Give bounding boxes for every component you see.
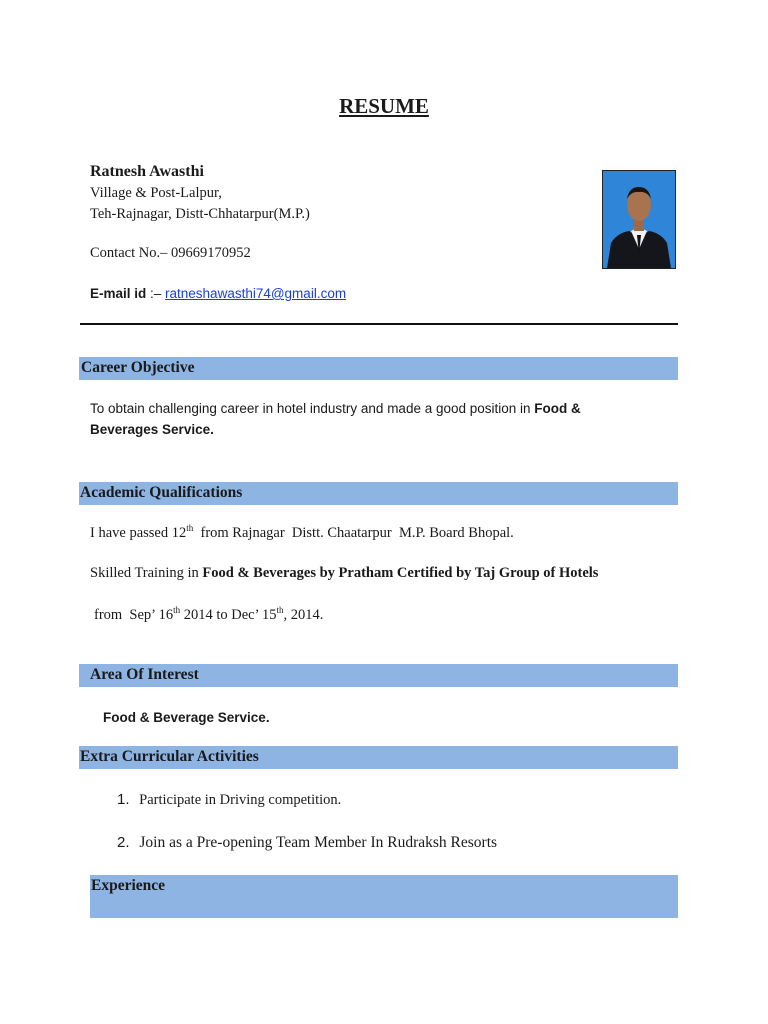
experience-header [90,875,678,918]
academic-l3-sup1: th [173,605,181,615]
objective-bold-1: Food & [534,401,581,416]
list-item [117,791,341,809]
resume-title: RESUME [339,94,429,118]
academic-l3-sup2: th [276,605,284,615]
academic-l1-b: from Rajnagar Distt. Chaatarpur M.P. Board Bhopal. [193,524,514,541]
candidate-name: Ratnesh Awasthi [90,163,204,180]
profile-photo [602,170,676,269]
list-number: 1. [117,791,130,808]
academic-l3-b: 2014 to Dec’ 15 [180,606,277,623]
address-line-2: Teh-Rajnagar, Distt-Chhatarpur(M.P.) [90,206,310,222]
academic-line-2 [90,565,598,582]
list-text: Participate in Driving competition. [139,792,342,808]
academic-l1-sup: th [186,523,194,533]
address-line-1: Village & Post-Lalpur, [90,185,222,201]
extra-curricular-heading: Extra Curricular Activities [80,748,259,765]
career-objective-header [79,357,678,380]
interest-header [79,664,678,687]
list-number: 2. [117,834,130,851]
extra-curricular-header [79,746,678,769]
academic-header [79,482,678,505]
career-objective-line-2: Beverages Service. [90,422,214,437]
contact-number: Contact No.– 09669170952 [90,245,251,261]
objective-text: To obtain challenging career in hotel industry and made a good position in [90,401,535,416]
header-divider [80,323,678,325]
interest-item: Food & Beverage Service. [103,710,270,725]
academic-l3-a: from Sep’ 16 [94,606,174,623]
academic-line-3 [94,605,323,624]
list-item [117,834,497,852]
academic-l2-a: Skilled Training in [90,565,203,581]
career-objective-line-1 [90,401,581,416]
academic-line-1 [90,523,514,542]
interest-heading: Area Of Interest [90,666,199,683]
email-row [90,286,346,301]
academic-l2-bold: Food & Beverages by Pratham Certified by Taj Group of Hotels [202,565,599,581]
profile-photo-graphic [603,171,675,268]
email-link[interactable]: ratneshawasthi74@gmail.com [165,286,347,301]
experience-heading: Experience [91,877,166,894]
list-text: Join as a Pre-opening Team Member In Rudraksh Resorts [139,834,498,851]
email-label: E-mail id [90,286,147,301]
academic-l1-a: I have passed 12 [90,524,187,541]
academic-heading: Academic Qualifications [80,484,243,501]
career-objective-heading: Career Objective [81,359,195,376]
academic-l3-c: , 2014. [283,606,324,623]
email-separator: :– [146,286,166,301]
